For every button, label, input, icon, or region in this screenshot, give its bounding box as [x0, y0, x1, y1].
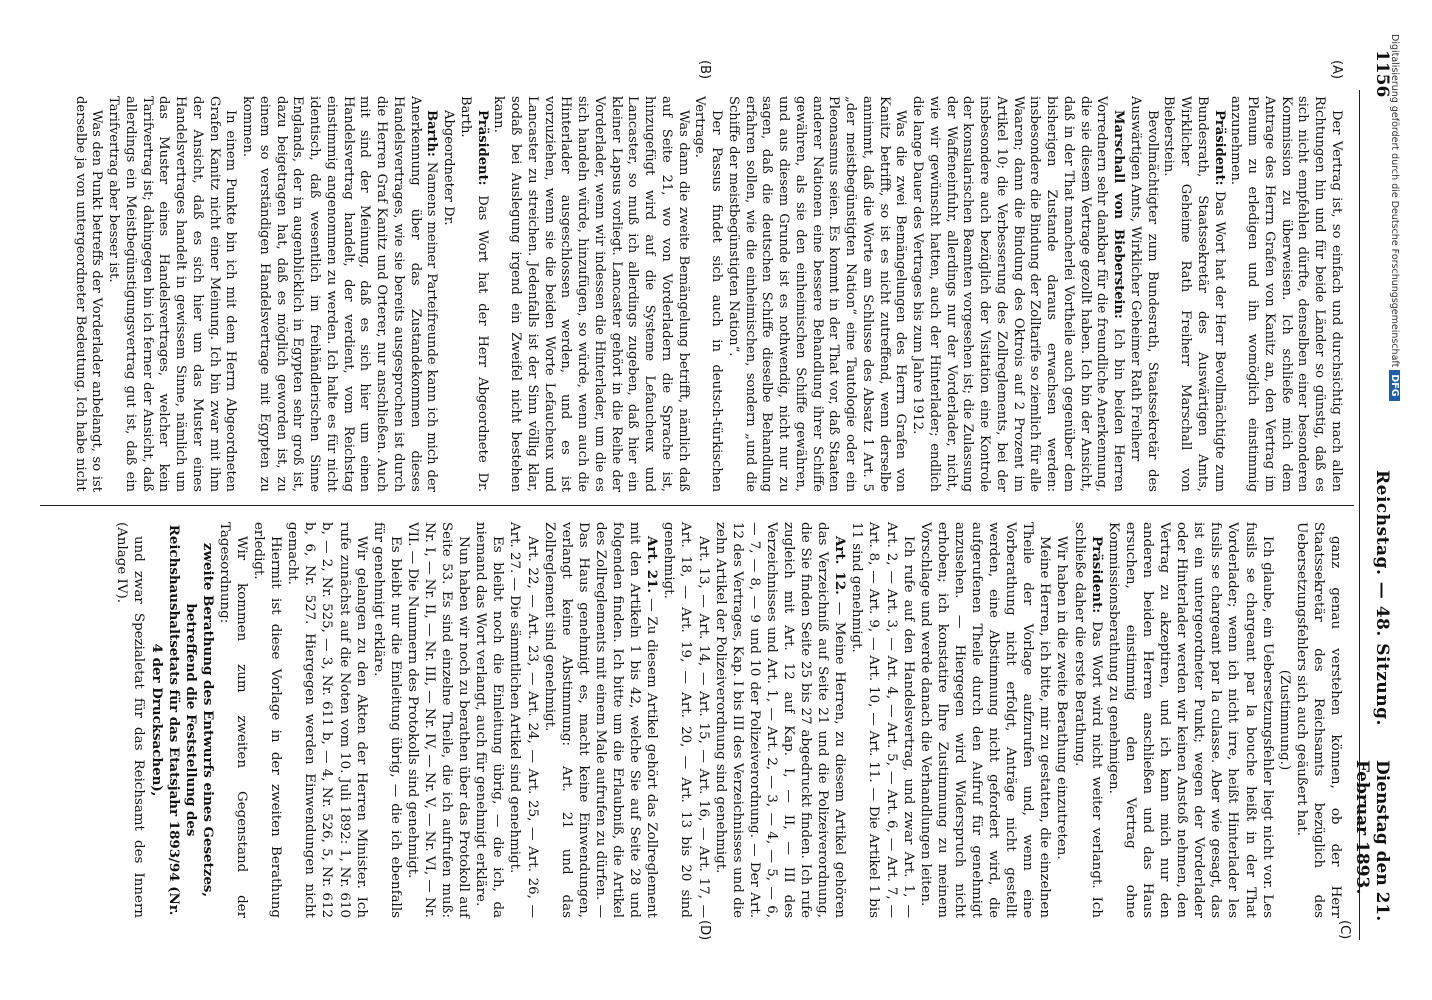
session-date: Dienstag den 21. Februar 1893. [1352, 760, 1392, 922]
paragraph-text: Das Wort hat der Herr Bevollmächtigte zum Bundesrath, Staatssekretär des Auswärtigen Amts, Wirklicher Geheime Rath Freiherr Marschall von Bieberstein. [1161, 96, 1227, 492]
paragraph-text: zweite Berathung des Entwurfs eines Gesetzes, betreffend die Feststellung des Reichshaushaltsetats für das Etatsjahr 1893/94 (Nr. 4 der Drucksachen), [148, 524, 216, 916]
paragraph [370, 522, 404, 918]
paragraph [105, 96, 239, 492]
paragraph-text: Das Wort hat der Herr Abgeordnete Dr. Barth. [458, 96, 490, 492]
paragraph [917, 522, 1054, 918]
paragraph-text: Was die zwei Bemängelungen des Herrn Grafen von Kanitz betrifft, so ist es nicht zutreffend, wenn derselbe annimmt, daß die Worte am Schlusse des Absatz 1 Art. 5 „der meistbegünstigten Nation“ eine Tautologie oder ein Pleonasmus seien. Es kommt in der That vor, daß Staaten anderer Nationen eine bessere Behandlung ihrer Schiffe gewähren, als sie den einheimischen Schiffe gewähren, und aus diesem Grunde ist es nothwendig, nicht nur zu sagen, daß die deutschen Schiffe dieselbe Behandlung erfahren sollen, wie die einheimischen, sondern „und die Schiffe der meistbegünstigten Nation“. [726, 96, 909, 492]
paragraph-text: Abgeordneter Dr. [441, 110, 457, 226]
paragraph-text: und zwar Spezialetat für das Reichsamt des Innern (Anlage IV). [114, 522, 147, 918]
paragraph [909, 96, 1127, 492]
left-column [71, 96, 1344, 492]
paragraph [712, 522, 849, 918]
paragraph-text: Ich glaube, ein Uebersetzungsfehler liegt nicht vor. Les fusils se chargeant par la bouche heißt in der That Vorderlader; wenn ich nicht irre, heißt Hinterlader les fusils se chargeant par la culasse. Aber wie gesagt, das ist ein untergeordneter Punkt; wegen der Vorderlader oder Hinterlader werden wir keinen Anstoß nehmen, den Vertrag zu akzeptiren, und ich kann mich nur den anderen beiden Herren anschließen und das Haus ersuchen, einstimmig den Vertrag ohne Kommissionsberathung zu genehmigen. [1105, 522, 1275, 918]
paragraph-text: Wir gelangen zu den Akten der Herren Minister. Ich rufe zunächst auf die Noten vom 10. Juli 1892: 1, Nr. 610 b, — 2, Nr. 525, — 3, Nr. 611 b, — 4, Nr. 526, 5, Nr. 612 b, 6, Nr. 527. Hiergegen werden Einwendungen nicht gemacht. [285, 522, 369, 918]
paragraph-text: — Meine Herren, zu diesem Artikel gehören das Verzeichniß auf Seite 21 und die Polizeiverordnung, die Sie finden Seite 25 bis 27 abgedruckt finden. Ich rufe zugleich mit Art. 12 auf Kap. I, — II, — III des Verzeichnisses und Art. 1, — Art. 2, — 3, — 4, — 5, — 6, — 7, — 8, — 9 und 10 der Polizeiverordnung. — Der Art. 12 des Vertrages, Kap. I bis III des Verzeichnisses und die zehn Artikel der Polizeiverordnung sind genehmigt. [712, 522, 848, 918]
paragraph [660, 522, 711, 918]
paragraph-text: Ich bin beiden Herren Vorrednern sehr dankbar für die freundliche Anerkennung, die sie diesem Vertrage gezollt haben. Ich bin der Ansicht, daß in der That mancherlei Vortheile auch gegenüber dem bisherigen Zustande daraus erwachsen werden: insbesondere die Bindung der Zolltarife so ziemlich für alle Waaren; dann die Bindung des Oktrois auf 2 Prozent im Artikel 10; die Verbesserung des Zollreglements, bei der insbesondere auch bezüglich der Visitation eine Kontrole der konsularischen Beamten vorgesehen ist; die Zulassung der Waffeneinfuhr, allerdings nur der Vorderlader, nicht, wie wir gewünscht hatten, auch der Hinterlader; endlich die lange Dauer des Vertrages bis zum Jahre 1912. [910, 96, 1127, 492]
paragraph [691, 96, 725, 492]
margin-marker-d: (D) [697, 920, 712, 941]
paragraph-text: Was den Punkt betreffs der Vorderlader anbelangt, so ist derselbe ja von untergeordneter Bedeutung. Ich habe nicht [72, 96, 105, 492]
paragraph-text: Wir haben in die zweite Berathung einzutreten. [1054, 536, 1070, 860]
speaker-label: Barth: [424, 110, 440, 157]
paragraph [1160, 96, 1227, 492]
paragraph [71, 96, 105, 492]
paragraph [472, 522, 506, 918]
speaker-label: Präsident: [1211, 110, 1227, 186]
paragraph [1126, 96, 1160, 492]
paragraph-text: Hiermit ist diese Vorlage in der zweiten Berathung erledigt. [251, 522, 284, 918]
paragraph [239, 96, 440, 492]
paragraph-text: Ich rufe auf den Handelsvertrag, und zwar Art. 1, — Art. 2, — Art. 3, — Art. 4, — Art. 5, — Art. 6, — Art. 7, — Art. 8, — Art. 9, — Art. 10, — Art. 11. — Die Artikel 1 bis 11 sind genehmigt. [849, 522, 916, 918]
speaker-label: Art. 21. [644, 536, 661, 594]
paragraph [506, 522, 540, 918]
page-number: 1156 [1372, 50, 1392, 98]
paragraph-text: In einem Punkte bin ich mit dem Herrn Abgeordneten Grafen Kanitz nicht einer Meinung. Ich bin zwar mit ihm der Ansicht, daß es sich hier um das Muster eines Handelsvertrages handelt in gewissem Sinne, nämlich um das Muster eines Handelsvertrages, welcher kein Tarifvertrag ist; dahingegen bin ich ferner der Ansicht, daß allerdings ein Meistbegünstigungsvertrag gut ist, daß ein Tarifvertrag aber besser ist. [106, 96, 239, 492]
paragraph [113, 522, 147, 918]
margin-marker-c: (C) [1337, 920, 1352, 940]
paragraph [1293, 522, 1344, 918]
paragraph-text: — Zu diesem Artikel gehört das Zollreglement mit den Artikeln 1 bis 42, welche Sie auf Seite 28 und folgenden finden. Ich bitte um die Erlaubniß, die Artikel des Zollreglements mit einem Male aufrufen zu dürfen. — Das Haus genehmigt es, macht keine Einwendungen, verlangt keine Abstimmung: Art. 21 und das Zollreglement sind genehmigt. [541, 522, 660, 918]
paragraph [541, 522, 661, 918]
speaker-label: Marschall von Bieberstein: [1111, 110, 1127, 319]
paragraph [724, 96, 908, 492]
paragraph [404, 522, 472, 918]
paragraph-text: ganz genau verstehen können, ob der Herr Staatssekretär des Reichsamts bezüglich des Uebersetzungsfehlers sich auch geäußert hat. [1293, 522, 1343, 918]
paragraph [490, 96, 691, 492]
paragraph-text: Bevollmächtigter zum Bundesrath, Staatssekretär des Auswärtigen Amts, Wirklicher Geheimer Rath Freiherr [1128, 96, 1160, 492]
page-header [1352, 40, 1392, 960]
margin-marker-a: (A) [1329, 60, 1344, 80]
paragraph-text: Nun haben wir noch zu berathen über das Protokoll auf Seite 53. Es sind einzelne Theile, die ich aufrufen muß: Nr. I, — Nr. II, — Nr. III, — Nr. IV, — Nr. V, — Nr. VI, — Nr. VII. — Die Nummern des Protokolls sind genehmigt. [404, 522, 472, 918]
paragraph [1071, 522, 1105, 918]
paragraph [284, 522, 369, 918]
paragraph-text: Der Passus findet sich auch in deutsch-türkischen Vertrage. [692, 96, 725, 492]
paragraph-text: (Zustimmung.) [1276, 669, 1292, 771]
paragraph-text: Das Wort wird nicht weiter verlangt. Ich schließe daher die erste Berathung. [1071, 522, 1104, 918]
digitization-note [1389, 30, 1424, 750]
paragraph-text: Art. 22, — Art. 23, — Art. 24, — Art. 25, — Art. 26, — Art. 27. — Die sämmtlichen Artikel sind genehmigt. [507, 522, 540, 918]
paragraph [250, 522, 284, 918]
paragraph [1053, 522, 1070, 918]
paragraph-text: Art. 13, — Art. 14, — Art. 15, — Art. 16, — Art. 17, — Art. 18, — Art. 19, — Art. 20, — Art. 13 bis 20 sind genehmigt. [661, 522, 711, 918]
paragraph-text: Der Vertrag ist, so einfach und durchsichtig nach allen Richtungen hin und für beide Länder so günstig, daß es sich nicht empfehlen dürfte, denselben einer besonderen Kommission zu überweisen. Ich schließe mich dem Antrage des Herrn Grafen von Kanitz an, den Vertrag im Plenum zu erledigen und ihn womöglich einstimmig anzunehmen. [1228, 96, 1344, 492]
paragraph [456, 96, 490, 492]
footer-note: Digitalisierung gefördert durch die Deutsche Forschungsgemeinschaft [1389, 34, 1400, 368]
paragraph [1105, 522, 1276, 918]
paragraph-text: Meine Herren, ich bitte, mir zu gestatten, die einzelnen Theile der Vorlage aufzurufen und, wenn eine Vorberathung nicht erfolgt, Anträge nicht gestellt werden, eine Abstimmung nicht gefordert wird, die aufgerufenen Theile durch den Aufruf für genehmigt anzusehen. — Hiergegen wird Widerspruch nicht erhoben; ich konstatire Ihre Zustimmung zu meinem Vorschlage und werde danach die Verhandlungen leiten. [917, 522, 1053, 918]
dfg-badge: DFG [1389, 370, 1400, 400]
right-column [113, 522, 1344, 918]
speaker-label: Art. 12. [832, 536, 849, 595]
paragraph [1227, 96, 1344, 492]
session-title: Reichstag. — 48. Sitzung. [1372, 470, 1392, 726]
speaker-label: Präsident: [474, 110, 490, 186]
paragraph-text: Was dann die zweite Bemängelung betrifft, nämlich daß auf Seite 21, wo von Vorderladern die Sprache ist, hinzugefügt wird auf die Systeme Lefaucheux und Lancaster, so muß ich allerdings zugeben, daß hier ein kleiner Lapsus vorliegt. Lancaster gehört in die Reihe der Vorderlader, wenn wir indessen die Hinterlader, um die es sich handeln würde, hinzufügen, so würde, wenn auch die Hinterlader ausgeschlossen werden, und es ist vorzuziehen, wenn sie die beiden Worte Lefaucheux und Lancaster zu streichen. Jedenfalls ist der Sinn völlig klar, sodaß bei Auslegung irgend ein Zweifel nicht bestehen kann. [491, 96, 691, 492]
margin-marker-b: (B) [697, 60, 712, 80]
paragraph-text: Wir kommen zum zweiten Gegenstand der Tagesordnung: [216, 522, 249, 918]
header-rule [1359, 90, 1360, 940]
paragraph-text: Es bleibt noch die Einleitung übrig, — die ich, da niemand das Wort verlangt, auch für genehmigt erkläre. [473, 522, 506, 918]
paragraph [848, 522, 916, 918]
paragraph-text: Es bleibt nur die Einleitung übrig, — die ich ebenfalls für genehmigt erkläre. [370, 522, 403, 918]
column-divider [40, 505, 1354, 506]
paragraph [440, 96, 457, 492]
speaker-label: Präsident: [1088, 536, 1105, 614]
paragraph [216, 522, 250, 918]
paragraph-text: Namens meiner Parteifreunde kann ich mich der Anerkennung über das Zustandekommen dieses Handelsvertrages, wie sie bereits ausgesprochen ist durch die Herren Graf Kanitz und Orterer, nur anschließen. Auch mit sind der Meinung, daß es sich hier um einen Handelsvertrag handelt, der verdient, vom Reichstag einstimmig angenommen zu werden. Ich halte es für nicht identisch, daß wesentlich im freihändlerischen Sinne Englands, der in augenblicklich in Egypten sehr groß ist, dazu beigetragen hat, daß es möglich geworden ist, zu einem so verständigen Handelsvertrage mit Egypten zu kommen. [240, 96, 440, 492]
paragraph [1276, 522, 1293, 918]
paragraph [147, 522, 215, 918]
